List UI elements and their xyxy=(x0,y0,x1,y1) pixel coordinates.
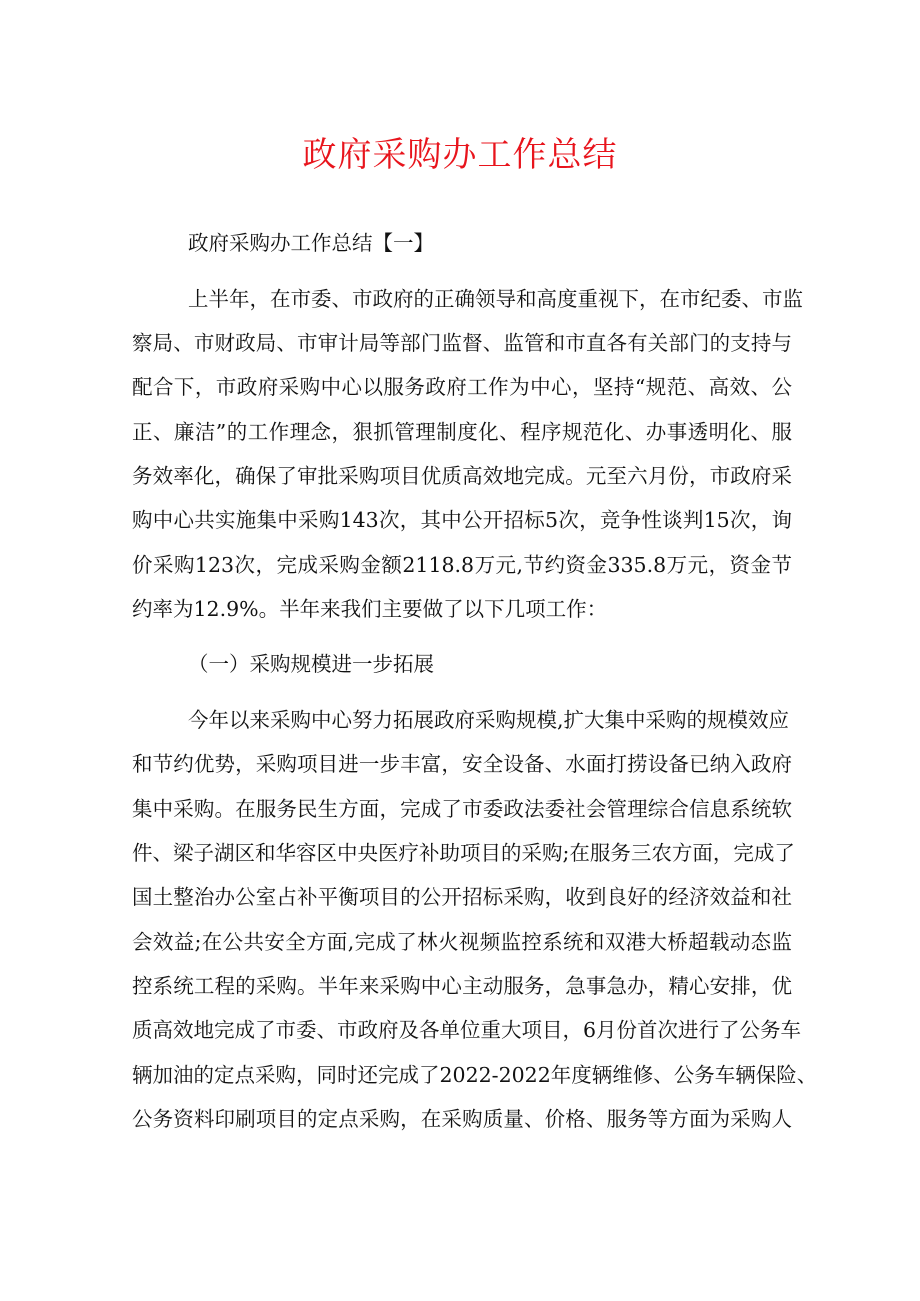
paragraph-line: 正、廉洁”的工作理念，狠抓管理制度化、程序规范化、办事透明化、服 xyxy=(132,420,792,444)
paragraph-line: 配合下，市政府采购中心以服务政府工作为中心，坚持“规范、高效、公 xyxy=(132,375,792,399)
paragraph-line: 购中心共实施集中采购143次，其中公开招标5次，竞争性谈判15次，询 xyxy=(132,508,792,532)
paragraph-line: 公务资料印刷项目的定点采购，在采购质量、价格、服务等方面为采购人 xyxy=(132,1107,792,1131)
paragraph-line: 控系统工程的采购。半年来采购中心主动服务，急事急办，精心安排，优 xyxy=(132,974,792,998)
paragraph-line: 国土整治办公室占补平衡项目的公开招标采购，收到良好的经济效益和社 xyxy=(132,885,792,909)
paragraph-line: 件、梁子湖区和华容区中央医疗补助项目的采购;在服务三农方面，完成了 xyxy=(132,841,795,865)
document-title: 政府采购办工作总结 xyxy=(302,135,618,175)
paragraph-line: 今年以来采购中心努力拓展政府采购规模,扩大集中采购的规模效应 xyxy=(188,708,790,732)
paragraph-line: 约率为12.9%。半年来我们主要做了以下几项工作： xyxy=(132,597,608,621)
paragraph-line: 辆加油的定点采购，同时还完成了2022-2022年度辆维修、公务车辆保险、 xyxy=(132,1063,818,1087)
section-heading: 政府采购办工作总结【一】 xyxy=(188,231,434,255)
paragraph-line: 会效益;在公共安全方面,完成了林火视频监控系统和双港大桥超载动态监 xyxy=(132,930,792,954)
paragraph-line: 上半年，在市委、市政府的正确领导和高度重视下，在市纪委、市监 xyxy=(188,287,803,311)
paragraph-line: 集中采购。在服务民生方面，完成了市委政法委社会管理综合信息系统软 xyxy=(132,797,792,821)
paragraph-line: 和节约优势，采购项目进一步丰富，安全设备、水面打捞设备已纳入政府 xyxy=(132,752,792,776)
paragraph-line: 察局、市财政局、市审计局等部门监督、监管和市直各有关部门的支持与 xyxy=(132,331,792,355)
subheading: （一）采购规模进一步拓展 xyxy=(188,652,434,676)
paragraph-line: 价采购123次，完成采购金额2118.8万元,节约资金335.8万元，资金节 xyxy=(132,553,792,577)
paragraph-line: 质高效地完成了市委、市政府及各单位重大项目，6月份首次进行了公务车 xyxy=(132,1018,802,1042)
paragraph-line: 务效率化，确保了审批采购项目优质高效地完成。元至六月份，市政府采 xyxy=(132,464,792,488)
